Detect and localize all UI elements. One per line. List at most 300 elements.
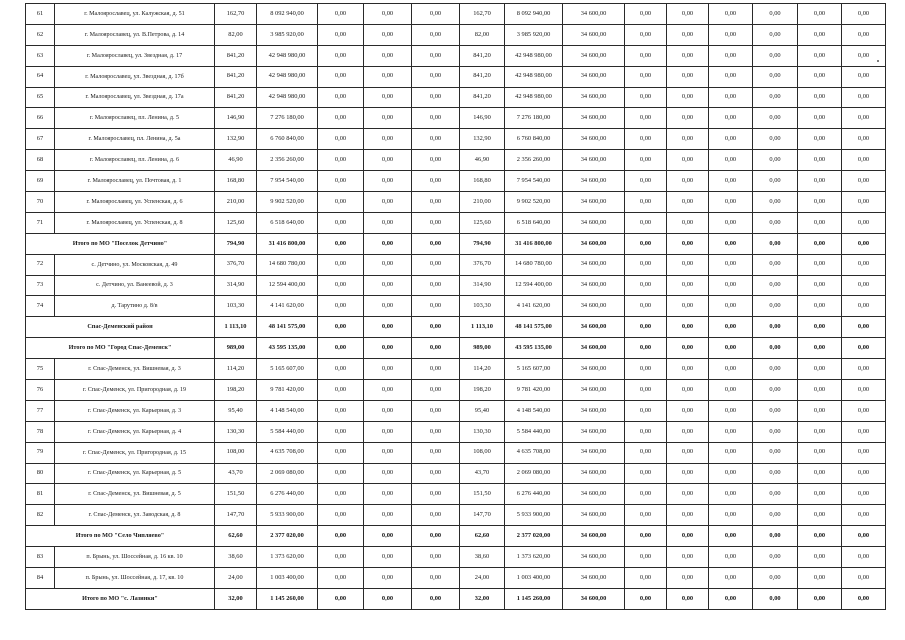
value-cell-c9: 42 948 980,00 (505, 45, 563, 66)
value-cell-c16: 0,00 (842, 24, 886, 45)
value-cell-c10: 34 600,00 (563, 129, 625, 150)
value-cell-c11: 0,00 (625, 588, 667, 609)
address-cell: г. Спас-Деменск, ул. Пригородная, д. 19 (55, 380, 215, 401)
row-number: 61 (26, 4, 55, 25)
value-cell-c8: 794,90 (460, 233, 505, 254)
value-cell-c13: 0,00 (709, 442, 753, 463)
address-cell: г. Малоярославец, ул. Звездная, д. 17б (55, 66, 215, 87)
value-cell-c8: 114,20 (460, 359, 505, 380)
value-cell-c6: 0,00 (364, 588, 412, 609)
value-cell-c13: 0,00 (709, 380, 753, 401)
value-cell-c14: 0,00 (753, 338, 798, 359)
value-cell-c5: 0,00 (318, 4, 364, 25)
value-cell-c15: 0,00 (798, 254, 842, 275)
value-cell-c7: 0,00 (412, 442, 460, 463)
value-cell-c7: 0,00 (412, 233, 460, 254)
value-cell-c5: 0,00 (318, 66, 364, 87)
value-cell-c16: 0,00 (842, 45, 886, 66)
value-cell-c5: 0,00 (318, 317, 364, 338)
value-cell-c10: 34 600,00 (563, 192, 625, 213)
value-cell-c4: 2 356 260,00 (257, 150, 318, 171)
value-cell-c5: 0,00 (318, 108, 364, 129)
value-cell-c11: 0,00 (625, 400, 667, 421)
value-cell-c10: 34 600,00 (563, 400, 625, 421)
value-cell-c4: 31 416 800,00 (257, 233, 318, 254)
value-cell-c6: 0,00 (364, 254, 412, 275)
table-row (26, 484, 886, 505)
value-cell-c4: 42 948 980,00 (257, 66, 318, 87)
row-number: 83 (26, 547, 55, 568)
table-row (26, 171, 886, 192)
value-cell-c5: 0,00 (318, 254, 364, 275)
value-cell-c6: 0,00 (364, 45, 412, 66)
value-cell-c10: 34 600,00 (563, 150, 625, 171)
value-cell-c10: 34 600,00 (563, 526, 625, 547)
address-cell: с. Детчино, ул. Ванеевой, д. 3 (55, 275, 215, 296)
value-cell-c15: 0,00 (798, 192, 842, 213)
table-row (26, 568, 886, 589)
value-cell-c5: 0,00 (318, 400, 364, 421)
value-cell-c14: 0,00 (753, 359, 798, 380)
value-cell-c14: 0,00 (753, 87, 798, 108)
value-cell-c16: 0,00 (842, 568, 886, 589)
value-cell-c7: 0,00 (412, 275, 460, 296)
value-cell-c14: 0,00 (753, 442, 798, 463)
value-cell-c8: 841,20 (460, 87, 505, 108)
address-cell: д. Тарутино д. 8/в (55, 296, 215, 317)
table-row (26, 108, 886, 129)
row-number: 75 (26, 359, 55, 380)
value-cell-c14: 0,00 (753, 45, 798, 66)
value-cell-c15: 0,00 (798, 212, 842, 233)
value-cell-c13: 0,00 (709, 296, 753, 317)
address-cell: г. Малоярославец, пл. Ленина, д. 6 (55, 150, 215, 171)
value-cell-c16: 0,00 (842, 484, 886, 505)
value-cell-c13: 0,00 (709, 254, 753, 275)
value-cell-c6: 0,00 (364, 421, 412, 442)
value-cell-c10: 34 600,00 (563, 484, 625, 505)
value-cell-c4: 6 276 440,00 (257, 484, 318, 505)
value-cell-c11: 0,00 (625, 484, 667, 505)
value-cell-c12: 0,00 (667, 24, 709, 45)
value-cell-c5: 0,00 (318, 463, 364, 484)
address-cell: г. Спас-Деменск, ул. Карьерная, д. 4 (55, 421, 215, 442)
value-cell-c8: 146,90 (460, 108, 505, 129)
value-cell-c11: 0,00 (625, 66, 667, 87)
value-cell-c11: 0,00 (625, 171, 667, 192)
address-cell: г. Малоярославец, ул. Калужская, д. 51 (55, 4, 215, 25)
value-cell-c5: 0,00 (318, 568, 364, 589)
value-cell-c15: 0,00 (798, 87, 842, 108)
table-row (26, 66, 886, 87)
value-cell-c14: 0,00 (753, 275, 798, 296)
value-cell-c12: 0,00 (667, 87, 709, 108)
address-cell: г. Спас-Деменск, ул. Карьерная, д. 5 (55, 463, 215, 484)
value-cell-c4: 4 141 620,00 (257, 296, 318, 317)
value-cell-c10: 34 600,00 (563, 66, 625, 87)
value-cell-c10: 34 600,00 (563, 359, 625, 380)
value-cell-c7: 0,00 (412, 505, 460, 526)
value-cell-c10: 34 600,00 (563, 171, 625, 192)
value-cell-c16: 0,00 (842, 338, 886, 359)
value-cell-c4: 9 902 520,00 (257, 192, 318, 213)
value-cell-c9: 7 954 540,00 (505, 171, 563, 192)
value-cell-c16: 0,00 (842, 463, 886, 484)
value-cell-c4: 6 760 840,00 (257, 129, 318, 150)
value-cell-c9: 3 985 920,00 (505, 24, 563, 45)
value-cell-c9: 12 594 400,00 (505, 275, 563, 296)
value-cell-c15: 0,00 (798, 108, 842, 129)
value-cell-c10: 34 600,00 (563, 275, 625, 296)
value-cell-c9: 4 141 620,00 (505, 296, 563, 317)
value-cell-c11: 0,00 (625, 45, 667, 66)
value-cell-c15: 0,00 (798, 588, 842, 609)
value-cell-c10: 34 600,00 (563, 442, 625, 463)
scan-speck (877, 60, 879, 62)
row-number: 64 (26, 66, 55, 87)
table-row (26, 421, 886, 442)
value-cell-c5: 0,00 (318, 233, 364, 254)
value-cell-c6: 0,00 (364, 171, 412, 192)
value-cell-c16: 0,00 (842, 359, 886, 380)
value-cell-c7: 0,00 (412, 4, 460, 25)
value-cell-c14: 0,00 (753, 254, 798, 275)
value-cell-c16: 0,00 (842, 400, 886, 421)
value-cell-c14: 0,00 (753, 108, 798, 129)
value-cell-c12: 0,00 (667, 338, 709, 359)
address-cell: п. Брынь, ул. Шоссейная, д. 17, кв. 10 (55, 568, 215, 589)
value-cell-c6: 0,00 (364, 547, 412, 568)
table-row (26, 547, 886, 568)
value-cell-c13: 0,00 (709, 171, 753, 192)
table-row (26, 87, 886, 108)
value-cell-c15: 0,00 (798, 150, 842, 171)
value-cell-c14: 0,00 (753, 400, 798, 421)
value-cell-c7: 0,00 (412, 24, 460, 45)
value-cell-c4: 1 003 400,00 (257, 568, 318, 589)
value-cell-c5: 0,00 (318, 171, 364, 192)
value-cell-c15: 0,00 (798, 317, 842, 338)
value-cell-c4: 9 781 420,00 (257, 380, 318, 401)
address-cell: г. Малоярославец, ул. Звездная, д. 17 (55, 45, 215, 66)
address-cell: г. Спас-Деменск, ул. Вишневая, д. 5 (55, 484, 215, 505)
table-row (26, 4, 886, 25)
value-cell-c4: 12 594 400,00 (257, 275, 318, 296)
table-row (26, 505, 886, 526)
value-cell-c8: 38,60 (460, 547, 505, 568)
value-cell-c12: 0,00 (667, 275, 709, 296)
value-cell-c16: 0,00 (842, 317, 886, 338)
value-cell-c14: 0,00 (753, 171, 798, 192)
row-number: 65 (26, 87, 55, 108)
value-cell-c11: 0,00 (625, 192, 667, 213)
value-cell-c11: 0,00 (625, 568, 667, 589)
value-cell-c16: 0,00 (842, 380, 886, 401)
value-cell-c12: 0,00 (667, 526, 709, 547)
value-cell-c6: 0,00 (364, 66, 412, 87)
value-cell-c12: 0,00 (667, 421, 709, 442)
value-cell-c8: 125,60 (460, 212, 505, 233)
value-cell-c8: 1 113,10 (460, 317, 505, 338)
value-cell-c7: 0,00 (412, 192, 460, 213)
table-row (26, 212, 886, 233)
value-cell-c12: 0,00 (667, 442, 709, 463)
value-cell-c11: 0,00 (625, 359, 667, 380)
address-cell: с. Детчино, ул. Московская, д. 49 (55, 254, 215, 275)
value-cell-c11: 0,00 (625, 108, 667, 129)
value-cell-c9: 5 933 900,00 (505, 505, 563, 526)
value-cell-c16: 0,00 (842, 150, 886, 171)
value-cell-c13: 0,00 (709, 400, 753, 421)
value-cell-c3: 32,00 (215, 588, 257, 609)
value-cell-c12: 0,00 (667, 505, 709, 526)
value-cell-c8: 314,90 (460, 275, 505, 296)
value-cell-c15: 0,00 (798, 66, 842, 87)
value-cell-c4: 5 165 607,00 (257, 359, 318, 380)
value-cell-c15: 0,00 (798, 463, 842, 484)
value-cell-c8: 198,20 (460, 380, 505, 401)
value-cell-c14: 0,00 (753, 568, 798, 589)
value-cell-c4: 7 276 180,00 (257, 108, 318, 129)
value-cell-c12: 0,00 (667, 171, 709, 192)
value-cell-c16: 0,00 (842, 212, 886, 233)
value-cell-c14: 0,00 (753, 380, 798, 401)
value-cell-c3: 103,30 (215, 296, 257, 317)
value-cell-c10: 34 600,00 (563, 45, 625, 66)
table-row (26, 192, 886, 213)
value-cell-c15: 0,00 (798, 296, 842, 317)
value-cell-c3: 125,60 (215, 212, 257, 233)
value-cell-c5: 0,00 (318, 129, 364, 150)
value-cell-c8: 43,70 (460, 463, 505, 484)
value-cell-c11: 0,00 (625, 212, 667, 233)
value-cell-c13: 0,00 (709, 108, 753, 129)
value-cell-c3: 1 113,10 (215, 317, 257, 338)
value-cell-c10: 34 600,00 (563, 588, 625, 609)
value-cell-c9: 5 165 607,00 (505, 359, 563, 380)
value-cell-c13: 0,00 (709, 421, 753, 442)
value-cell-c10: 34 600,00 (563, 296, 625, 317)
value-cell-c3: 95,40 (215, 400, 257, 421)
value-cell-c5: 0,00 (318, 87, 364, 108)
value-cell-c13: 0,00 (709, 275, 753, 296)
value-cell-c7: 0,00 (412, 547, 460, 568)
value-cell-c9: 42 948 980,00 (505, 66, 563, 87)
value-cell-c15: 0,00 (798, 171, 842, 192)
address-cell: г. Малоярославец, ул. Почтовая, д. 1 (55, 171, 215, 192)
row-number: 76 (26, 380, 55, 401)
value-cell-c3: 130,30 (215, 421, 257, 442)
value-cell-c7: 0,00 (412, 129, 460, 150)
value-cell-c3: 24,00 (215, 568, 257, 589)
value-cell-c9: 9 902 520,00 (505, 192, 563, 213)
value-cell-c13: 0,00 (709, 192, 753, 213)
value-cell-c15: 0,00 (798, 338, 842, 359)
value-cell-c3: 62,60 (215, 526, 257, 547)
value-cell-c4: 43 595 135,00 (257, 338, 318, 359)
value-cell-c3: 46,90 (215, 150, 257, 171)
value-cell-c16: 0,00 (842, 192, 886, 213)
value-cell-c5: 0,00 (318, 150, 364, 171)
value-cell-c5: 0,00 (318, 588, 364, 609)
value-cell-c14: 0,00 (753, 526, 798, 547)
value-cell-c13: 0,00 (709, 484, 753, 505)
value-cell-c4: 42 948 980,00 (257, 45, 318, 66)
address-cell: г. Малоярославец, ул. Успенская, д. 8 (55, 212, 215, 233)
value-cell-c7: 0,00 (412, 254, 460, 275)
value-cell-c13: 0,00 (709, 505, 753, 526)
value-cell-c7: 0,00 (412, 338, 460, 359)
value-cell-c7: 0,00 (412, 359, 460, 380)
value-cell-c9: 31 416 800,00 (505, 233, 563, 254)
value-cell-c13: 0,00 (709, 526, 753, 547)
value-cell-c14: 0,00 (753, 212, 798, 233)
value-cell-c12: 0,00 (667, 547, 709, 568)
value-cell-c11: 0,00 (625, 24, 667, 45)
value-cell-c3: 989,00 (215, 338, 257, 359)
address-cell: г. Спас-Деменск, ул. Пригородная, д. 15 (55, 442, 215, 463)
value-cell-c14: 0,00 (753, 484, 798, 505)
value-cell-c10: 34 600,00 (563, 463, 625, 484)
value-cell-c6: 0,00 (364, 442, 412, 463)
value-cell-c7: 0,00 (412, 212, 460, 233)
value-cell-c3: 168,80 (215, 171, 257, 192)
value-cell-c7: 0,00 (412, 66, 460, 87)
value-cell-c8: 841,20 (460, 45, 505, 66)
value-cell-c4: 7 954 540,00 (257, 171, 318, 192)
subtotal-row (26, 338, 886, 359)
value-cell-c3: 314,90 (215, 275, 257, 296)
value-cell-c5: 0,00 (318, 45, 364, 66)
address-cell: г. Малоярославец, пл. Ленина, д. 5 (55, 108, 215, 129)
value-cell-c3: 43,70 (215, 463, 257, 484)
value-cell-c8: 130,30 (460, 421, 505, 442)
value-cell-c8: 132,90 (460, 129, 505, 150)
value-cell-c14: 0,00 (753, 66, 798, 87)
table-row (26, 400, 886, 421)
table-row (26, 254, 886, 275)
value-cell-c10: 34 600,00 (563, 24, 625, 45)
value-cell-c7: 0,00 (412, 421, 460, 442)
value-cell-c10: 34 600,00 (563, 421, 625, 442)
value-cell-c11: 0,00 (625, 233, 667, 254)
value-cell-c8: 103,30 (460, 296, 505, 317)
table-row (26, 45, 886, 66)
row-number: 73 (26, 275, 55, 296)
value-cell-c4: 2 069 080,00 (257, 463, 318, 484)
value-cell-c12: 0,00 (667, 233, 709, 254)
value-cell-c9: 7 276 180,00 (505, 108, 563, 129)
value-cell-c6: 0,00 (364, 338, 412, 359)
row-number: 77 (26, 400, 55, 421)
value-cell-c4: 1 373 620,00 (257, 547, 318, 568)
table-row (26, 463, 886, 484)
value-cell-c5: 0,00 (318, 484, 364, 505)
table-row (26, 129, 886, 150)
value-cell-c15: 0,00 (798, 24, 842, 45)
row-number: 69 (26, 171, 55, 192)
value-cell-c12: 0,00 (667, 254, 709, 275)
value-cell-c11: 0,00 (625, 421, 667, 442)
value-cell-c4: 42 948 980,00 (257, 87, 318, 108)
value-cell-c7: 0,00 (412, 87, 460, 108)
value-cell-c12: 0,00 (667, 484, 709, 505)
value-cell-c5: 0,00 (318, 380, 364, 401)
value-cell-c12: 0,00 (667, 129, 709, 150)
value-cell-c11: 0,00 (625, 526, 667, 547)
value-cell-c7: 0,00 (412, 317, 460, 338)
row-number: 70 (26, 192, 55, 213)
address-cell: г. Малоярославец, ул. Успенская, д. 6 (55, 192, 215, 213)
value-cell-c7: 0,00 (412, 108, 460, 129)
value-cell-c15: 0,00 (798, 526, 842, 547)
value-cell-c7: 0,00 (412, 588, 460, 609)
value-cell-c5: 0,00 (318, 24, 364, 45)
value-cell-c3: 132,90 (215, 129, 257, 150)
value-cell-c9: 1 145 260,00 (505, 588, 563, 609)
address-cell: г. Спас-Деменск, ул. Заводская, д. 8 (55, 505, 215, 526)
value-cell-c16: 0,00 (842, 129, 886, 150)
value-cell-c13: 0,00 (709, 150, 753, 171)
row-number: 68 (26, 150, 55, 171)
row-number: 67 (26, 129, 55, 150)
value-cell-c6: 0,00 (364, 317, 412, 338)
value-cell-c15: 0,00 (798, 442, 842, 463)
value-cell-c4: 5 584 440,00 (257, 421, 318, 442)
table-row (26, 380, 886, 401)
value-cell-c3: 162,70 (215, 4, 257, 25)
value-cell-c12: 0,00 (667, 400, 709, 421)
value-cell-c11: 0,00 (625, 296, 667, 317)
value-cell-c6: 0,00 (364, 505, 412, 526)
value-cell-c15: 0,00 (798, 505, 842, 526)
row-number: 82 (26, 505, 55, 526)
value-cell-c10: 34 600,00 (563, 4, 625, 25)
value-cell-c4: 5 933 900,00 (257, 505, 318, 526)
value-cell-c11: 0,00 (625, 338, 667, 359)
value-cell-c13: 0,00 (709, 66, 753, 87)
value-cell-c9: 5 584 440,00 (505, 421, 563, 442)
value-cell-c15: 0,00 (798, 4, 842, 25)
subtotal-row (26, 588, 886, 609)
value-cell-c8: 989,00 (460, 338, 505, 359)
subtotal-label: Итого по МО "Село Чипляево" (26, 526, 215, 547)
value-cell-c8: 841,20 (460, 66, 505, 87)
table-row (26, 275, 886, 296)
value-cell-c13: 0,00 (709, 568, 753, 589)
value-cell-c8: 376,70 (460, 254, 505, 275)
value-cell-c9: 4 635 708,00 (505, 442, 563, 463)
value-cell-c6: 0,00 (364, 150, 412, 171)
value-cell-c6: 0,00 (364, 400, 412, 421)
value-cell-c3: 841,20 (215, 45, 257, 66)
value-cell-c15: 0,00 (798, 421, 842, 442)
value-cell-c10: 34 600,00 (563, 317, 625, 338)
value-cell-c10: 34 600,00 (563, 108, 625, 129)
value-cell-c4: 14 680 780,00 (257, 254, 318, 275)
value-cell-c8: 168,80 (460, 171, 505, 192)
table-row (26, 150, 886, 171)
value-cell-c11: 0,00 (625, 129, 667, 150)
value-cell-c16: 0,00 (842, 275, 886, 296)
value-cell-c12: 0,00 (667, 66, 709, 87)
value-cell-c9: 9 781 420,00 (505, 380, 563, 401)
value-cell-c16: 0,00 (842, 588, 886, 609)
value-cell-c5: 0,00 (318, 505, 364, 526)
value-cell-c10: 34 600,00 (563, 212, 625, 233)
row-number: 63 (26, 45, 55, 66)
row-number: 74 (26, 296, 55, 317)
